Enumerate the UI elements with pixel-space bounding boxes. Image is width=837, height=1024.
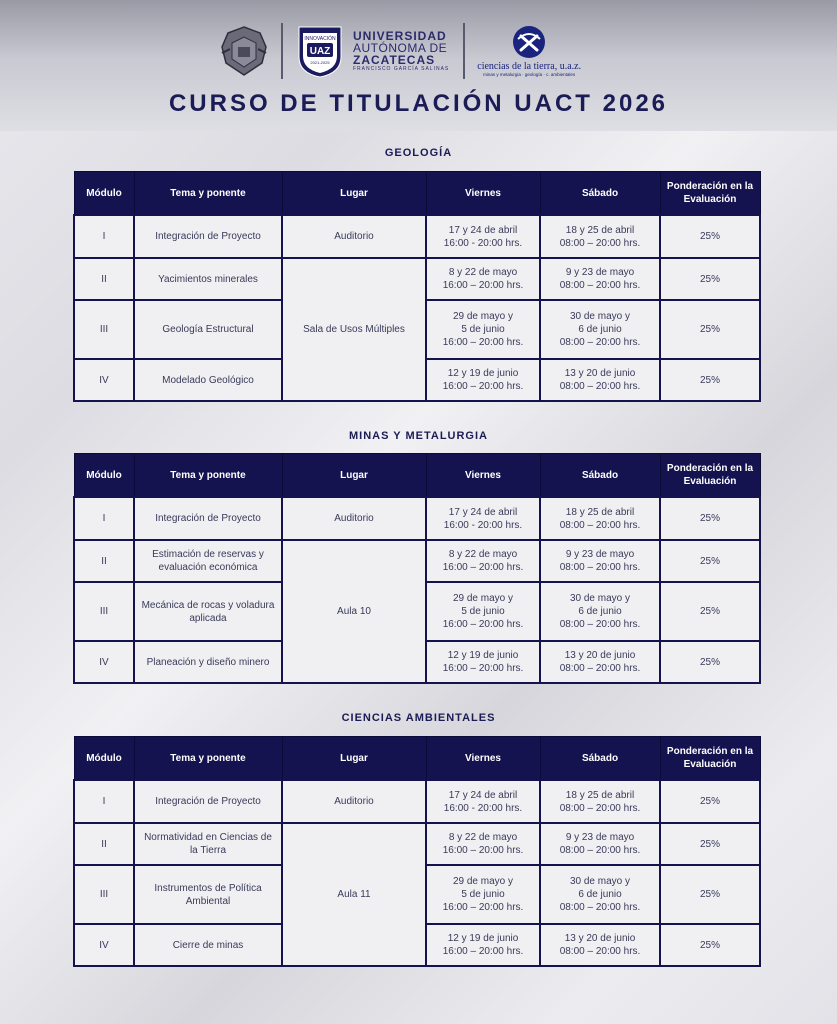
logo-divider	[463, 23, 465, 79]
viernes-line: 29 de mayo y	[452, 593, 514, 604]
lugar-cell: Auditorio	[282, 780, 426, 823]
viernes-line: 29 de mayo y	[452, 311, 514, 322]
uaz-shield-icon	[295, 23, 345, 79]
logos-row	[215, 22, 581, 80]
sabado-cell	[540, 641, 660, 683]
viernes-line: 17 y 24 de abril	[448, 506, 518, 518]
sabado-line: 6 de junio	[578, 606, 622, 617]
table-header-row	[74, 737, 760, 781]
tema-cell: Estimación de reservas y evaluación económica	[134, 540, 282, 582]
sabado-line: 08:00 – 20:00 hrs.	[559, 562, 641, 573]
viernes-cell	[426, 924, 540, 966]
sabado-line: 6 de junio	[578, 889, 622, 900]
ponderacion-cell: 25%	[660, 924, 760, 966]
uaz-badge-top: INNOVACIÓN	[304, 36, 336, 42]
header-lugar: Lugar	[282, 172, 426, 216]
pickaxe-globe-icon	[512, 25, 546, 59]
ponderacion-cell: 25%	[660, 641, 760, 683]
uaz-shield-logo	[291, 22, 349, 80]
modulo-cell: IV	[74, 924, 134, 966]
ponderacion-cell: 25%	[660, 300, 760, 359]
sabado-line: 30 de mayo y	[569, 311, 631, 322]
sabado-line: 08:00 – 20:00 hrs.	[559, 519, 641, 531]
header-modulo: Módulo	[74, 172, 134, 216]
logo-divider	[281, 23, 283, 79]
viernes-cell	[426, 300, 540, 359]
viernes-line: 12 y 19 de junio	[447, 650, 519, 661]
header-tema: Tema y ponente	[134, 172, 282, 216]
sabado-cell	[540, 258, 660, 300]
sabado-line: 08:00 – 20:00 hrs.	[559, 845, 641, 856]
viernes-line: 17 y 24 de abril	[448, 789, 518, 801]
sabado-cell	[540, 823, 660, 865]
viernes-cell	[426, 865, 540, 924]
modulo-cell: I	[74, 215, 134, 258]
modulo-cell: I	[74, 497, 134, 540]
university-line-2: AUTÓNOMA DE	[353, 40, 448, 55]
viernes-line: 16:00 – 20:00 hrs.	[442, 337, 524, 348]
schedule-table	[73, 736, 761, 967]
viernes-line: 16:00 – 20:00 hrs.	[442, 280, 524, 291]
section-title: MINAS Y METALURGIA	[348, 430, 488, 442]
ponderacion-cell: 25%	[660, 258, 760, 300]
header-lugar: Lugar	[282, 454, 426, 498]
header-modulo: Módulo	[74, 737, 134, 781]
modulo-cell: II	[74, 823, 134, 865]
sabado-line: 08:00 – 20:00 hrs.	[559, 946, 641, 957]
viernes-line: 16:00 – 20:00 hrs.	[442, 845, 524, 856]
ponderacion-cell: 25%	[660, 540, 760, 582]
tema-cell: Instrumentos de Política Ambiental	[134, 865, 282, 924]
header-ponderacion: Ponderación en la Evaluación	[660, 737, 760, 781]
ponderacion-cell: 25%	[660, 823, 760, 865]
header-ponderacion: Ponderación en la Evaluación	[660, 454, 760, 498]
sabado-line: 08:00 – 20:00 hrs.	[559, 381, 641, 392]
modulo-cell: IV	[74, 359, 134, 401]
header-viernes: Viernes	[426, 172, 540, 216]
tema-cell: Integración de Proyecto	[134, 780, 282, 823]
header-viernes: Viernes	[426, 454, 540, 498]
viernes-line: 8 y 22 de mayo	[448, 549, 518, 560]
uaz-badge-bottom: 2021-2025	[310, 60, 330, 65]
header-tema: Tema y ponente	[134, 737, 282, 781]
tema-cell: Integración de Proyecto	[134, 497, 282, 540]
viernes-line: 16:00 – 20:00 hrs.	[442, 562, 524, 573]
sabado-line: 13 y 20 de junio	[564, 650, 636, 661]
university-line-3: ZACATECAS	[353, 52, 436, 67]
sabado-cell	[540, 780, 660, 823]
header-modulo: Módulo	[74, 454, 134, 498]
viernes-cell	[426, 641, 540, 683]
viernes-cell	[426, 497, 540, 540]
viernes-cell	[426, 823, 540, 865]
page-title: CURSO DE TITULACIÓN UACT 2026	[168, 90, 669, 117]
ponderacion-cell: 25%	[660, 780, 760, 823]
table-row	[74, 215, 760, 258]
table-header-row	[74, 454, 760, 498]
sabado-cell	[540, 300, 660, 359]
lugar-cell: Aula 11	[282, 823, 426, 966]
viernes-line: 16:00 - 20:00 hrs.	[443, 519, 523, 531]
section-title: CIENCIAS AMBIENTALES	[341, 712, 496, 724]
sabado-line: 08:00 – 20:00 hrs.	[559, 902, 641, 913]
sabado-line: 08:00 – 20:00 hrs.	[559, 280, 641, 291]
header-tema: Tema y ponente	[134, 454, 282, 498]
header-viernes: Viernes	[426, 737, 540, 781]
viernes-line: 16:00 – 20:00 hrs.	[442, 902, 524, 913]
ponderacion-cell: 25%	[660, 215, 760, 258]
tema-cell: Geología Estructural	[134, 300, 282, 359]
tema-cell: Cierre de minas	[134, 924, 282, 966]
viernes-line: 29 de mayo y	[452, 876, 514, 887]
header-banner	[0, 0, 837, 131]
sabado-line: 30 de mayo y	[569, 593, 631, 604]
section-title: GEOLOGÍA	[384, 147, 453, 159]
table-header-row	[74, 172, 760, 216]
uaz-badge-text: UAZ	[309, 46, 331, 57]
modulo-cell: III	[74, 582, 134, 641]
tema-cell: Modelado Geológico	[134, 359, 282, 401]
tema-cell: Normatividad en Ciencias de la Tierra	[134, 823, 282, 865]
modulo-cell: III	[74, 300, 134, 359]
schedule-table	[73, 171, 761, 402]
header-lugar: Lugar	[282, 737, 426, 781]
sabado-line: 18 y 25 de abril	[565, 224, 635, 236]
tema-cell: Planeación y diseño minero	[134, 641, 282, 683]
crest-icon	[216, 23, 272, 79]
ponderacion-cell: 25%	[660, 865, 760, 924]
sabado-line: 08:00 – 20:00 hrs.	[559, 802, 641, 814]
tema-cell: Yacimientos minerales	[134, 258, 282, 300]
viernes-cell	[426, 582, 540, 641]
header-sabado: Sábado	[540, 172, 660, 216]
lugar-cell: Auditorio	[282, 497, 426, 540]
sabado-cell	[540, 582, 660, 641]
ponderacion-cell: 25%	[660, 359, 760, 401]
university-name	[353, 30, 449, 73]
sabado-cell	[540, 359, 660, 401]
lugar-cell: Auditorio	[282, 215, 426, 258]
viernes-line: 16:00 – 20:00 hrs.	[442, 619, 524, 630]
modulo-cell: IV	[74, 641, 134, 683]
viernes-cell	[426, 540, 540, 582]
sabado-line: 08:00 – 20:00 hrs.	[559, 237, 641, 249]
sabado-cell	[540, 540, 660, 582]
viernes-line: 8 y 22 de mayo	[448, 267, 518, 278]
modulo-cell: III	[74, 865, 134, 924]
viernes-cell	[426, 359, 540, 401]
university-line-1: UNIVERSIDAD	[353, 28, 447, 43]
viernes-line: 5 de junio	[461, 889, 505, 900]
ponderacion-cell: 25%	[660, 497, 760, 540]
viernes-line: 12 y 19 de junio	[447, 368, 519, 379]
viernes-cell	[426, 780, 540, 823]
university-line-4: FRANCISCO GARCÍA SALINAS	[353, 65, 450, 72]
sabado-line: 13 y 20 de junio	[564, 933, 636, 944]
header-sabado: Sábado	[540, 737, 660, 781]
modulo-cell: I	[74, 780, 134, 823]
table-row	[74, 497, 760, 540]
viernes-line: 16:00 – 20:00 hrs.	[442, 946, 524, 957]
sabado-line: 08:00 – 20:00 hrs.	[559, 663, 641, 674]
sabado-line: 9 y 23 de mayo	[565, 267, 635, 278]
uaz-crest-logo	[215, 22, 273, 80]
modulo-cell: II	[74, 258, 134, 300]
header-sabado: Sábado	[540, 454, 660, 498]
ct-name: ciencias de la tierra, u.a.z.	[477, 61, 582, 72]
sabado-line: 18 y 25 de abril	[565, 789, 635, 801]
table-row	[74, 540, 760, 582]
sabado-line: 08:00 – 20:00 hrs.	[559, 619, 641, 630]
sabado-cell	[540, 497, 660, 540]
sabado-line: 9 y 23 de mayo	[565, 549, 635, 560]
schedule-table	[73, 453, 761, 684]
table-row	[74, 258, 760, 300]
sabado-line: 08:00 – 20:00 hrs.	[559, 337, 641, 348]
ponderacion-cell: 25%	[660, 582, 760, 641]
modulo-cell: II	[74, 540, 134, 582]
table-row	[74, 780, 760, 823]
viernes-line: 12 y 19 de junio	[447, 933, 519, 944]
table-row	[74, 823, 760, 865]
sabado-cell	[540, 865, 660, 924]
viernes-cell	[426, 258, 540, 300]
tema-cell: Integración de Proyecto	[134, 215, 282, 258]
viernes-line: 16:00 – 20:00 hrs.	[442, 663, 524, 674]
viernes-line: 16:00 - 20:00 hrs.	[443, 237, 523, 249]
sabado-line: 13 y 20 de junio	[564, 368, 636, 379]
sabado-line: 18 y 25 de abril	[565, 506, 635, 518]
lugar-cell: Aula 10	[282, 540, 426, 683]
viernes-line: 5 de junio	[461, 606, 505, 617]
sabado-cell	[540, 924, 660, 966]
viernes-cell	[426, 215, 540, 258]
header-ponderacion: Ponderación en la Evaluación	[660, 172, 760, 216]
sabado-line: 6 de junio	[578, 324, 622, 335]
viernes-line: 16:00 – 20:00 hrs.	[442, 381, 524, 392]
tema-cell: Mecánica de rocas y voladura aplicada	[134, 582, 282, 641]
ct-subtitle: minas y metalurgia · geología · c. ambientales	[483, 72, 576, 77]
viernes-line: 5 de junio	[461, 324, 505, 335]
viernes-line: 8 y 22 de mayo	[448, 832, 518, 843]
ciencias-tierra-logo	[477, 25, 581, 77]
viernes-line: 17 y 24 de abril	[448, 224, 518, 236]
sabado-line: 9 y 23 de mayo	[565, 832, 635, 843]
sabado-cell	[540, 215, 660, 258]
sabado-line: 30 de mayo y	[569, 876, 631, 887]
lugar-cell: Sala de Usos Múltiples	[282, 258, 426, 401]
viernes-line: 16:00 - 20:00 hrs.	[443, 802, 523, 814]
